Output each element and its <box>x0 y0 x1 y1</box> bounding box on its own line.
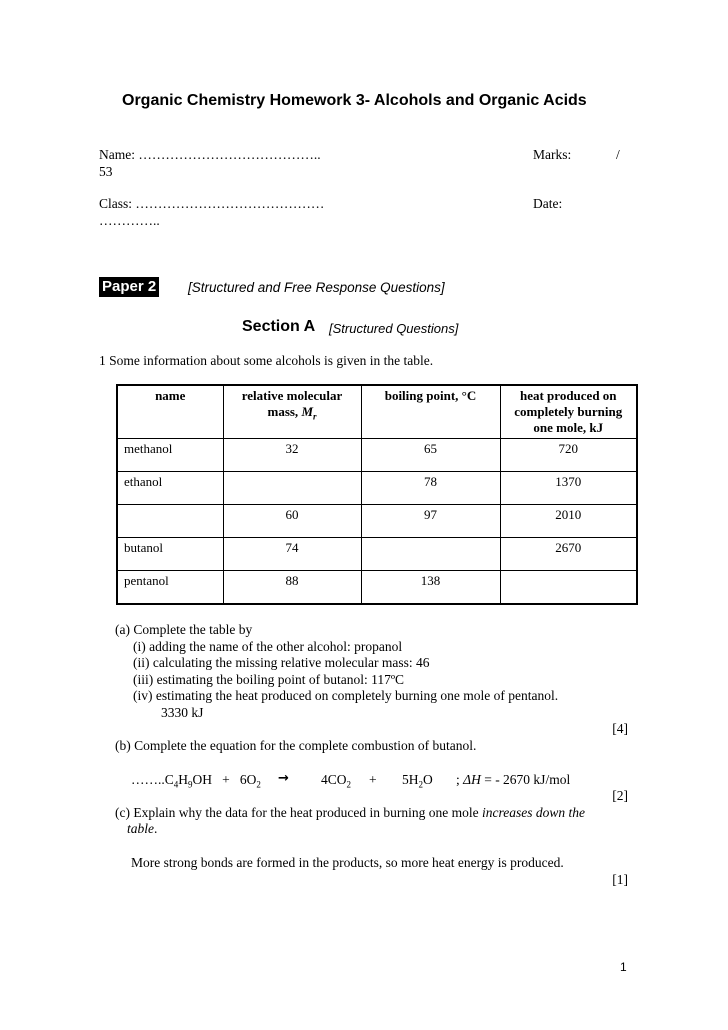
page-title: Organic Chemistry Homework 3- Alcohols and Organic Acids <box>122 92 587 109</box>
table-cell <box>223 472 361 505</box>
equation-subscript: 2 <box>256 779 261 790</box>
equation-water <box>402 772 433 790</box>
table-header-heat: heat produced on completely burning one mole, kJ <box>500 385 637 439</box>
table-cell: 138 <box>361 571 500 605</box>
table-row <box>117 472 637 505</box>
equation-semicolon: ; <box>456 772 460 787</box>
part-c-table-word: table <box>127 821 154 836</box>
table-header-mr-subscript: r <box>313 411 317 422</box>
equation-co2 <box>321 772 351 790</box>
part-c-mark: [1] <box>612 872 628 887</box>
table-cell <box>500 571 637 605</box>
section-subtitle: [Structured Questions] <box>329 321 459 336</box>
equation-water-o: O <box>423 772 433 787</box>
table-cell: methanol <box>117 439 223 472</box>
table-cell: 97 <box>361 505 500 538</box>
equation-delta-h-value: = - 2670 kJ/mol <box>480 772 571 787</box>
section-title: Section A <box>242 318 316 335</box>
table-cell: 2010 <box>500 505 637 538</box>
equation-co2-text: 4CO <box>321 772 347 787</box>
equation-water-h: 5H <box>402 772 419 787</box>
part-c-intro <box>115 805 585 821</box>
equation-subscript: 9 <box>188 779 193 790</box>
equation-reactant: ……..C <box>131 772 174 787</box>
date-label: Date: <box>533 196 563 211</box>
table-row <box>117 505 637 538</box>
part-a-i: (i) adding the name of the other alcohol: propanol <box>133 639 403 654</box>
part-b-mark: [2] <box>612 788 628 803</box>
table-header-mr-text: relative molecular mass, <box>241 388 343 419</box>
marks-total: 53 <box>99 164 113 179</box>
table-header-row <box>117 385 637 439</box>
table-row <box>117 538 637 571</box>
equation-oxygen: OH + 6O <box>192 772 257 787</box>
table-cell: 78 <box>361 472 500 505</box>
part-a-mark: [4] <box>612 721 628 736</box>
table-cell: 2670 <box>500 538 637 571</box>
table-row <box>117 571 637 605</box>
equation-subscript: 2 <box>418 779 423 790</box>
marks-slash: / <box>616 147 620 162</box>
table-header-name: name <box>117 385 223 439</box>
table-cell <box>117 505 223 538</box>
part-c-period: . <box>154 821 158 836</box>
marks-label: Marks: <box>533 147 572 162</box>
equation-subscript: 4 <box>173 779 179 790</box>
table-cell: ethanol <box>117 472 223 505</box>
part-a-iii: (iii) estimating the boiling point of butanol: 117ºC <box>133 672 405 687</box>
name-field-label: Name: ………………………………….. <box>99 147 321 162</box>
question-1-intro: 1 Some information about some alcohols is given in the table. <box>99 353 434 368</box>
combustion-equation <box>131 772 261 790</box>
table-cell <box>361 538 500 571</box>
equation-plus: + <box>369 772 377 787</box>
table-header-mr-symbol: M <box>301 404 313 419</box>
table-header-boiling-point: boiling point, °C <box>361 385 500 439</box>
table-cell: butanol <box>117 538 223 571</box>
part-c-intro-cont <box>127 821 157 837</box>
arrow-right-icon: → <box>278 771 289 786</box>
part-b-intro: (b) Complete the equation for the complete combustion of butanol. <box>115 738 477 753</box>
table-cell: 74 <box>223 538 361 571</box>
date-dots: ………….. <box>99 213 160 228</box>
table-cell: 60 <box>223 505 361 538</box>
table-cell: pentanol <box>117 571 223 605</box>
part-c-answer: More strong bonds are formed in the products, so more heat energy is produced. <box>131 855 564 870</box>
table-cell: 65 <box>361 439 500 472</box>
part-a-iv-answer: 3330 kJ <box>161 705 204 720</box>
class-field-label: Class: …………………………………… <box>99 196 325 211</box>
part-a-ii: (ii) calculating the missing relative molecular mass: 46 <box>133 655 430 670</box>
table-cell: 88 <box>223 571 361 605</box>
part-c-intro-text: (c) Explain why the data for the heat produced in burning one mole <box>115 805 483 820</box>
equation-enthalpy <box>456 772 570 788</box>
equation-delta-h: ΔH <box>463 772 481 787</box>
table-cell: 1370 <box>500 472 637 505</box>
alcohol-data-table <box>116 384 638 605</box>
part-a-iv: (iv) estimating the heat produced on completely burning one mole of pentanol. <box>133 688 559 703</box>
table-cell: 720 <box>500 439 637 472</box>
part-a-intro: (a) Complete the table by <box>115 622 253 637</box>
paper-description: [Structured and Free Response Questions] <box>188 280 445 295</box>
part-c-intro-emphasis: increases down the <box>482 805 585 820</box>
paper-badge: Paper 2 <box>99 277 159 297</box>
equation-subscript: 2 <box>346 779 352 790</box>
table-cell: 32 <box>223 439 361 472</box>
equation-hydrogen: H <box>178 772 189 787</box>
table-row <box>117 439 637 472</box>
page-number: 1 <box>620 960 627 974</box>
table-header-mr <box>223 385 361 439</box>
